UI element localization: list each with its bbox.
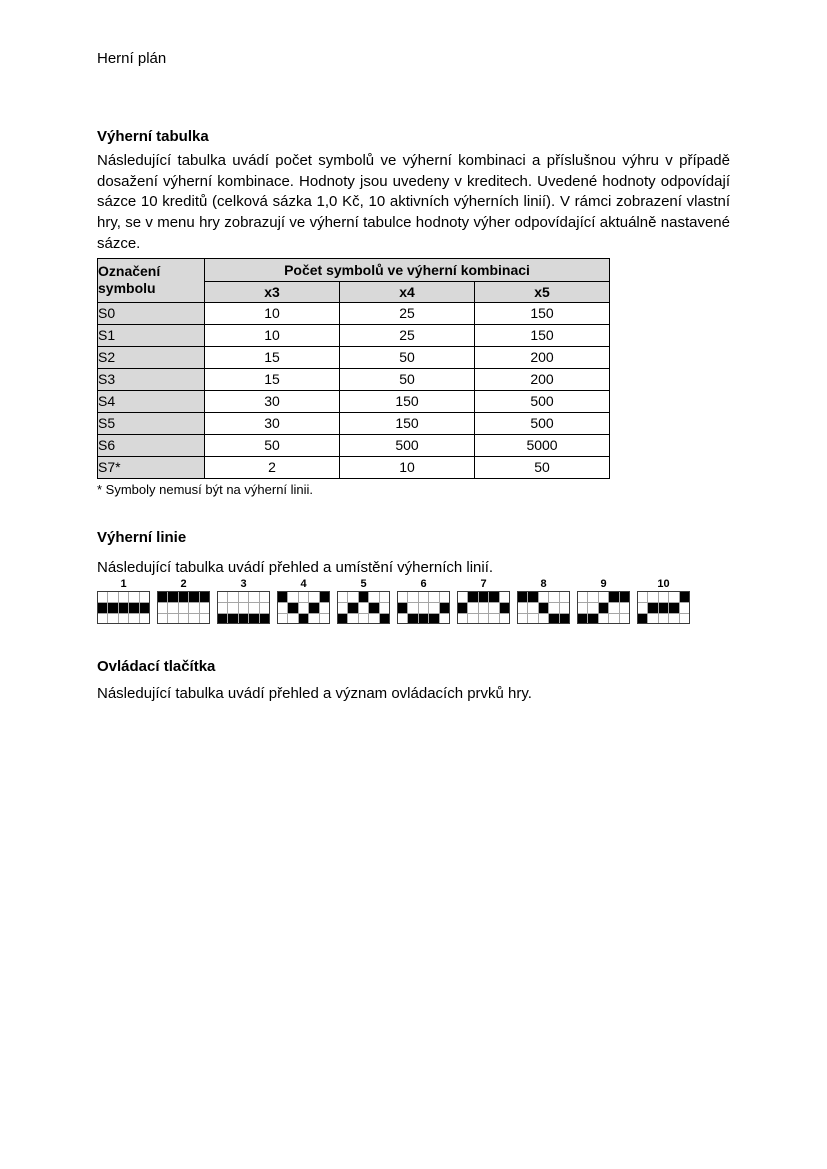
payline-cell-filled — [440, 603, 449, 613]
payline-cell-filled — [108, 603, 117, 613]
payline-cell-empty — [539, 592, 548, 602]
value-cell: 500 — [475, 390, 610, 412]
payline-diagram — [97, 578, 150, 624]
payline-cell-empty — [168, 603, 177, 613]
payline-cell-empty — [260, 592, 269, 602]
payline-cell-filled — [560, 614, 569, 624]
payline-cell-empty — [189, 603, 198, 613]
payline-cell-empty — [458, 592, 467, 602]
payline-cell-empty — [140, 592, 149, 602]
payline-cell-empty — [338, 592, 347, 602]
payline-cell-filled — [228, 614, 237, 624]
payline-cell-filled — [98, 603, 107, 613]
payline-cell-filled — [479, 592, 488, 602]
payline-cell-empty — [359, 603, 368, 613]
symbol-cell: S2 — [98, 346, 205, 368]
payline-cell-empty — [500, 614, 509, 624]
symbol-cell: S7* — [98, 456, 205, 478]
payline-diagram — [577, 578, 630, 624]
payline-cell-filled — [119, 603, 128, 613]
payline-cell-empty — [588, 603, 597, 613]
payline-cell-empty — [218, 603, 227, 613]
table-row — [98, 302, 610, 324]
payline-cell-filled — [578, 614, 587, 624]
payline-cell-empty — [228, 603, 237, 613]
payline-cell-empty — [348, 614, 357, 624]
value-cell: 500 — [475, 412, 610, 434]
payline-grid — [577, 591, 630, 624]
payline-cell-filled — [398, 603, 407, 613]
payline-grid — [337, 591, 390, 624]
payline-cell-empty — [419, 592, 428, 602]
payline-cell-empty — [528, 614, 537, 624]
payline-cell-filled — [359, 592, 368, 602]
payline-cell-filled — [620, 592, 629, 602]
payline-cell-filled — [179, 592, 188, 602]
payout-table-subheader: x4 — [340, 281, 475, 302]
payline-cell-empty — [299, 603, 308, 613]
payline-cell-filled — [609, 592, 618, 602]
payline-cell-empty — [648, 592, 657, 602]
payline-cell-empty — [620, 603, 629, 613]
payline-number: 8 — [540, 578, 547, 591]
payline-cell-empty — [408, 592, 417, 602]
value-cell: 25 — [340, 324, 475, 346]
payline-number: 1 — [120, 578, 127, 591]
payline-cell-empty — [408, 603, 417, 613]
payline-cell-empty — [200, 614, 209, 624]
value-cell: 50 — [205, 434, 340, 456]
payline-cell-filled — [518, 592, 527, 602]
payline-cell-empty — [458, 614, 467, 624]
payline-cell-filled — [338, 614, 347, 624]
payline-cell-empty — [119, 614, 128, 624]
payline-cell-filled — [288, 603, 297, 613]
payline-cell-empty — [398, 614, 407, 624]
value-cell: 150 — [340, 412, 475, 434]
payline-cell-empty — [369, 614, 378, 624]
payline-cell-empty — [309, 592, 318, 602]
value-cell: 2 — [205, 456, 340, 478]
payline-cell-empty — [158, 603, 167, 613]
payline-diagram — [217, 578, 270, 624]
payline-cell-empty — [429, 603, 438, 613]
payline-cell-empty — [299, 592, 308, 602]
payline-cell-empty — [638, 603, 647, 613]
payline-cell-empty — [680, 614, 689, 624]
value-cell: 5000 — [475, 434, 610, 456]
value-cell: 30 — [205, 390, 340, 412]
payout-table-symbol-header: Označení symbolu — [98, 258, 205, 302]
payline-cell-empty — [419, 603, 428, 613]
payline-number: 9 — [600, 578, 607, 591]
payline-cell-empty — [669, 614, 678, 624]
payline-number: 3 — [240, 578, 247, 591]
payline-diagram — [337, 578, 390, 624]
value-cell: 25 — [340, 302, 475, 324]
payline-cell-empty — [108, 614, 117, 624]
payout-table — [97, 258, 610, 479]
payline-grid — [457, 591, 510, 624]
payline-cell-filled — [309, 603, 318, 613]
payline-grid — [637, 591, 690, 624]
section-heading-controls: Ovládací tlačítka — [97, 658, 216, 676]
paylines-intro-paragraph: Následující tabulka uvádí přehled a umístění výherních linií. — [97, 558, 494, 576]
payline-cell-empty — [260, 603, 269, 613]
table-row — [98, 368, 610, 390]
payline-grid — [397, 591, 450, 624]
payline-cell-empty — [648, 614, 657, 624]
payline-number: 10 — [657, 578, 670, 591]
payline-diagram — [277, 578, 330, 624]
payline-cell-filled — [549, 614, 558, 624]
payline-number: 5 — [360, 578, 367, 591]
payline-cell-filled — [168, 592, 177, 602]
payline-cell-empty — [539, 614, 548, 624]
payout-table-subheader: x5 — [475, 281, 610, 302]
payline-cell-empty — [239, 592, 248, 602]
payline-cell-empty — [359, 614, 368, 624]
payline-cell-filled — [648, 603, 657, 613]
payline-cell-filled — [489, 592, 498, 602]
payout-table-group-header: Počet symbolů ve výherní kombinaci — [205, 258, 610, 281]
payline-cell-empty — [479, 614, 488, 624]
payline-cell-empty — [98, 592, 107, 602]
payline-cell-empty — [129, 614, 138, 624]
payline-cell-empty — [549, 603, 558, 613]
payline-cell-empty — [189, 614, 198, 624]
value-cell: 30 — [205, 412, 340, 434]
payline-cell-empty — [560, 592, 569, 602]
value-cell: 200 — [475, 346, 610, 368]
payline-cell-empty — [380, 592, 389, 602]
payline-cell-empty — [98, 614, 107, 624]
payline-grid — [157, 591, 210, 624]
payline-cell-empty — [578, 592, 587, 602]
payline-cell-empty — [609, 603, 618, 613]
symbol-cell: S6 — [98, 434, 205, 456]
payline-cell-filled — [158, 592, 167, 602]
payline-diagram — [637, 578, 690, 624]
payline-cell-empty — [560, 603, 569, 613]
value-cell: 150 — [340, 390, 475, 412]
value-cell: 50 — [340, 368, 475, 390]
payline-cell-filled — [218, 614, 227, 624]
value-cell: 500 — [340, 434, 475, 456]
payline-cell-empty — [468, 603, 477, 613]
payline-diagram — [457, 578, 510, 624]
payline-cell-filled — [278, 592, 287, 602]
table-row — [98, 456, 610, 478]
symbol-cell: S0 — [98, 302, 205, 324]
payout-footnote: * Symboly nemusí být na výherní linii. — [97, 481, 314, 497]
payline-cell-empty — [179, 614, 188, 624]
payline-cell-empty — [518, 614, 527, 624]
table-row — [98, 324, 610, 346]
payline-cell-empty — [599, 614, 608, 624]
payline-cell-filled — [239, 614, 248, 624]
payline-cell-empty — [680, 603, 689, 613]
section-heading-payout-table: Výherní tabulka — [97, 128, 209, 145]
section-heading-paylines: Výherní linie — [97, 528, 187, 546]
payout-table-subheader: x3 — [205, 281, 340, 302]
symbol-cell: S3 — [98, 368, 205, 390]
value-cell: 10 — [205, 324, 340, 346]
symbol-cell: S4 — [98, 390, 205, 412]
payline-grid — [277, 591, 330, 624]
payline-number: 6 — [420, 578, 427, 591]
payline-cell-empty — [278, 603, 287, 613]
payline-cell-empty — [239, 603, 248, 613]
payline-cell-empty — [218, 592, 227, 602]
payline-cell-empty — [380, 603, 389, 613]
payline-cell-empty — [659, 614, 668, 624]
payline-cell-empty — [588, 592, 597, 602]
payline-cell-empty — [249, 603, 258, 613]
doc-header-title: Herní plán — [97, 50, 167, 67]
payline-cell-filled — [419, 614, 428, 624]
payline-grid — [217, 591, 270, 624]
value-cell: 15 — [205, 368, 340, 390]
payline-cell-empty — [468, 614, 477, 624]
payline-number: 2 — [180, 578, 187, 591]
payline-cell-empty — [309, 614, 318, 624]
payline-cell-empty — [599, 592, 608, 602]
symbol-cell: S5 — [98, 412, 205, 434]
payline-cell-filled — [659, 603, 668, 613]
payline-cell-filled — [299, 614, 308, 624]
value-cell: 150 — [475, 302, 610, 324]
symbol-cell: S1 — [98, 324, 205, 346]
table-row — [98, 434, 610, 456]
payline-cell-empty — [200, 603, 209, 613]
payout-table-header-row — [98, 258, 610, 281]
payline-cell-empty — [489, 603, 498, 613]
payline-cell-empty — [129, 592, 138, 602]
payline-number: 4 — [300, 578, 307, 591]
payline-cell-filled — [638, 614, 647, 624]
payline-diagram — [397, 578, 450, 624]
payline-cell-empty — [288, 592, 297, 602]
payline-cell-empty — [429, 592, 438, 602]
value-cell: 15 — [205, 346, 340, 368]
payout-intro-paragraph: Následující tabulka uvádí počet symbolů ve výherní kombinaci a příslušnou výhru v případě dosažení výherní kombinace. Hodnoty jsou uvedeny v kreditech. Uvedené hodnoty odpovídají sázce 10 kreditů (celková sázka 1,0 Kč, 10 aktivních výherních linií). V rámci zobrazení vlastní hry, se v menu hry zobrazují ve výherní tabulce hodnoty výher odpovídající aktuálně nastavené sázce. — [97, 152, 730, 252]
payline-cell-filled — [588, 614, 597, 624]
controls-intro-paragraph: Následující tabulka uvádí přehled a význam ovládacích prvků hry. — [97, 685, 532, 703]
payline-cell-empty — [549, 592, 558, 602]
payline-cell-filled — [429, 614, 438, 624]
payline-cell-filled — [348, 603, 357, 613]
payline-cell-filled — [539, 603, 548, 613]
payline-cell-empty — [278, 614, 287, 624]
payline-cell-empty — [320, 614, 329, 624]
value-cell: 150 — [475, 324, 610, 346]
payline-cell-empty — [140, 614, 149, 624]
table-row — [98, 412, 610, 434]
payline-cell-filled — [189, 592, 198, 602]
payline-cell-empty — [249, 592, 258, 602]
payline-cell-filled — [680, 592, 689, 602]
payline-cell-empty — [620, 614, 629, 624]
payline-cell-empty — [168, 614, 177, 624]
payline-cell-empty — [338, 603, 347, 613]
payline-diagram — [517, 578, 570, 624]
payline-grid — [517, 591, 570, 624]
payline-cell-filled — [468, 592, 477, 602]
payline-cell-empty — [119, 592, 128, 602]
payline-cell-empty — [659, 592, 668, 602]
payline-cell-filled — [249, 614, 258, 624]
payline-cell-empty — [528, 603, 537, 613]
table-row — [98, 390, 610, 412]
payline-cell-empty — [479, 603, 488, 613]
payline-diagram — [157, 578, 210, 624]
payline-cell-empty — [440, 592, 449, 602]
payline-cell-filled — [260, 614, 269, 624]
payline-cell-empty — [158, 614, 167, 624]
payline-cell-empty — [609, 614, 618, 624]
value-cell: 50 — [340, 346, 475, 368]
value-cell: 50 — [475, 456, 610, 478]
payline-cell-filled — [408, 614, 417, 624]
payline-cell-empty — [518, 603, 527, 613]
payline-cell-filled — [500, 603, 509, 613]
payline-cell-empty — [320, 603, 329, 613]
payline-cell-empty — [440, 614, 449, 624]
payline-cell-empty — [578, 603, 587, 613]
payline-cell-empty — [369, 592, 378, 602]
payline-cell-filled — [458, 603, 467, 613]
payline-cell-empty — [669, 592, 678, 602]
payline-cell-empty — [228, 592, 237, 602]
payline-cell-filled — [129, 603, 138, 613]
table-row — [98, 346, 610, 368]
payline-grid — [97, 591, 150, 624]
payline-cell-filled — [380, 614, 389, 624]
payline-cell-empty — [638, 592, 647, 602]
payline-cell-filled — [528, 592, 537, 602]
payline-cell-filled — [669, 603, 678, 613]
payline-cell-filled — [599, 603, 608, 613]
payline-cell-empty — [108, 592, 117, 602]
payline-cell-empty — [179, 603, 188, 613]
value-cell: 10 — [205, 302, 340, 324]
payline-cell-empty — [398, 592, 407, 602]
payline-cell-empty — [288, 614, 297, 624]
payline-cell-empty — [489, 614, 498, 624]
payline-cell-empty — [348, 592, 357, 602]
value-cell: 10 — [340, 456, 475, 478]
payline-cell-empty — [500, 592, 509, 602]
payline-cell-filled — [320, 592, 329, 602]
payline-cell-filled — [369, 603, 378, 613]
payline-cell-filled — [140, 603, 149, 613]
paylines-diagrams — [97, 578, 730, 624]
payline-number: 7 — [480, 578, 487, 591]
payline-cell-filled — [200, 592, 209, 602]
value-cell: 200 — [475, 368, 610, 390]
